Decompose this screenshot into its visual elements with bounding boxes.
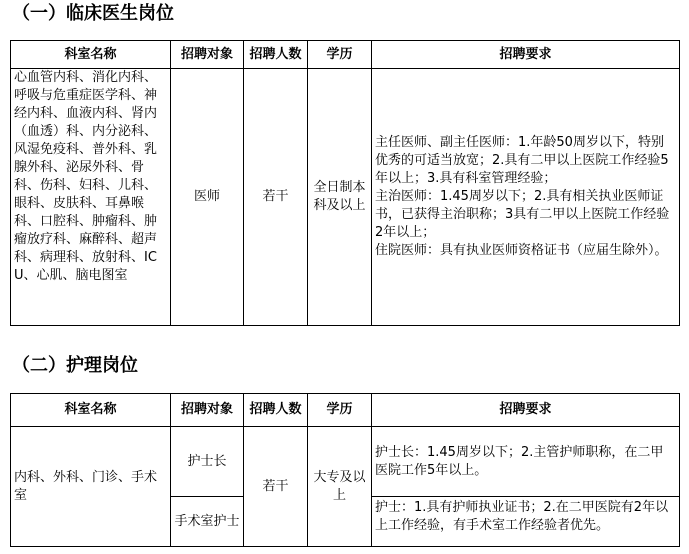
section-title-clinical: （一）临床医生岗位 bbox=[12, 3, 174, 24]
recruit-requirements bbox=[372, 69, 680, 326]
table-header-row bbox=[11, 41, 680, 69]
recruit-count: 若干 bbox=[244, 69, 308, 326]
education-requirement: 全日制本科及以上 bbox=[308, 69, 372, 326]
department-list: 内科、外科、门诊、手术室 bbox=[11, 427, 171, 547]
table-row bbox=[11, 69, 680, 326]
recruit-target: 医师 bbox=[171, 69, 244, 326]
header-count: 招聘人数 bbox=[244, 394, 308, 427]
header-requirements: 招聘要求 bbox=[372, 41, 680, 69]
header-target: 招聘对象 bbox=[171, 394, 244, 427]
header-department: 科室名称 bbox=[11, 394, 171, 427]
section-title-nursing: （二）护理岗位 bbox=[12, 355, 138, 376]
header-education: 学历 bbox=[308, 394, 372, 427]
requirement-chief-physician: 主任医师、副主任医师：1.年龄50周岁以下，特别优秀的可适当放宽；2.具有二甲以上医院工作经验5年以上；3.具有科室管理经验； bbox=[375, 135, 669, 186]
department-list: 心血管内科、消化内科、呼吸与危重症医学科、神经内科、血液内科、肾内（血透）科、内分泌科、风湿免疫科、普外科、乳腺外科、泌尿外科、骨科、伤科、妇科、儿科、眼科、皮肤科、耳鼻喉科、口腔科、肿瘤科、肿瘤放疗科、麻醉科、超声科、病理科、放射科、ICU、心肌、脑电图室 bbox=[11, 69, 171, 326]
recruit-target: 手术室护士 bbox=[171, 497, 244, 547]
recruit-requirements: 护士：1.具有护师执业证书；2.在二甲医院有2年以上工作经验，有手术室工作经验者优先。 bbox=[372, 497, 680, 547]
table-row bbox=[11, 427, 680, 497]
header-count: 招聘人数 bbox=[244, 41, 308, 69]
requirement-attending-physician: 主治医师：1.45周岁以下；2.具有相关执业医师证书，已获得主治职称；3具有二甲以上医院工作经验2年以上； bbox=[375, 189, 670, 240]
header-education: 学历 bbox=[308, 41, 372, 69]
recruit-requirements: 护士长：1.45周岁以下；2.主管护师职称，在二甲医院工作5年以上。 bbox=[372, 427, 680, 497]
nursing-table bbox=[10, 393, 680, 547]
clinical-doctor-table bbox=[10, 40, 680, 326]
header-target: 招聘对象 bbox=[171, 41, 244, 69]
header-department: 科室名称 bbox=[11, 41, 171, 69]
requirement-resident-physician: 住院医师：具有执业医师资格证书（应届生除外）。 bbox=[375, 243, 668, 258]
education-requirement: 大专及以上 bbox=[308, 427, 372, 547]
table-header-row bbox=[11, 394, 680, 427]
header-requirements: 招聘要求 bbox=[372, 394, 680, 427]
recruit-target: 护士长 bbox=[171, 427, 244, 497]
recruit-count: 若干 bbox=[244, 427, 308, 547]
